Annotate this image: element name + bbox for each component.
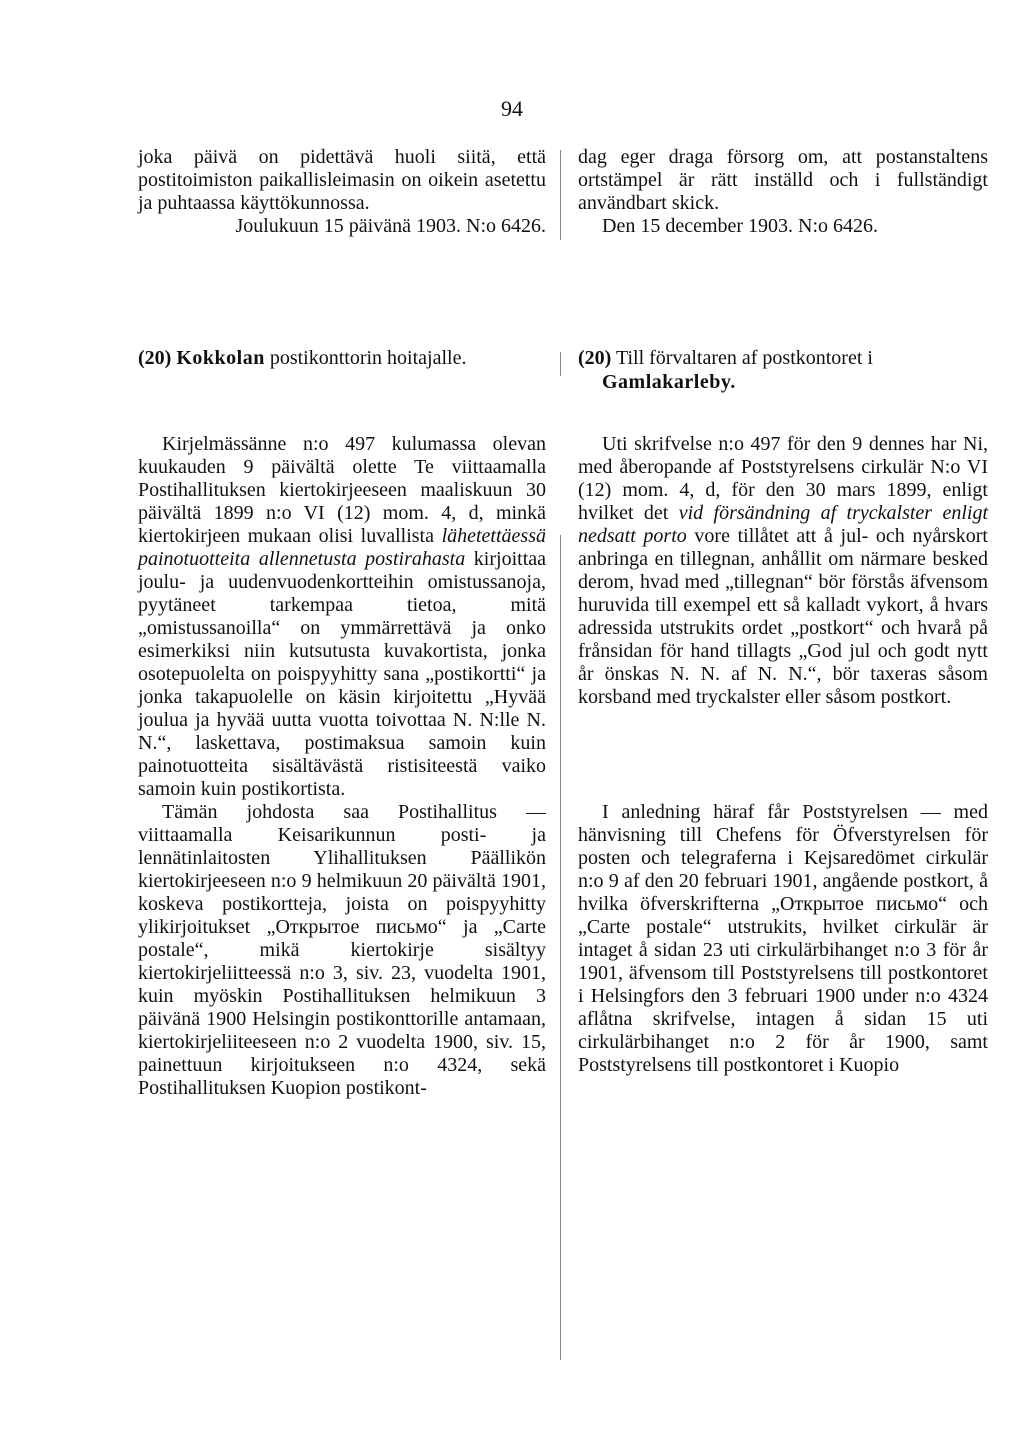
left-heading-recipient: Kokkolan — [176, 347, 265, 369]
left-continuation-block — [138, 146, 546, 238]
right-heading-recipient: Gamlakarleby. — [602, 371, 736, 393]
left-paragraph-1-a: Kirjelmässänne n:o 497 kulumassa olevan kuukauden 9 päivältä olette Te viittaamalla Postihallituksen kiertokirjeeseen maaliskuun 30 päivältä 1899 n:o VI (12) mom. 4, d, minkä kiertokirjeen mukaan olisi luvallista — [138, 433, 546, 547]
right-paragraph-1-a: Uti skrifvelse n:o 497 för den 9 dennes har Ni, med åberopande af Poststyrelsens cirkulär N:o VI (12) mom. 4, d, för den 30 mars 1899, enligt hvilket det — [578, 433, 988, 524]
left-paragraph-2: Tämän johdosta saa Postihallitus — viittaamalla Keisarikunnun posti- ja lennätinlaitosten Ylihallituksen Päällikön kiertokirjeeseen n:o 9 helmikuun 20 päivältä 1901, koskeva postikortteja, joista on poispyyhitty ylikirjoitukset „Открытое письмо“ ja „Carte postale“, mikä kiertokirje sisältyy kiertokirjeliitteessä n:o 3, siv. 23, vuodelta 1901, kuin myöskin Postihallituksen helmikuun 3 päivänä 1900 Helsingin postikonttorille antamaan, kiertokirjeliiteeseen n:o 2 vuodelta 1900, siv. 15, painettuun kirjoitukseen n:o 4324, sekä Postihallituksen Kuopion postikont- — [138, 801, 546, 1099]
column-divider-heading — [560, 352, 561, 376]
right-paragraph-1-b: vore tillåtet att å jul- och nyårskort anbringa en tillegnan, anhållit om närmare besked derom, hvad med „tillegnan“ bör förstås äfvensom huruvida till exempel ett så kalladt vykort, å hvars adressida utstrukits ordet „postkort“ och hvarå på frånsidan för hand tillagts „God jul och godt nytt år önskas N. N. af N. N.“, bör taxeras såsom korsband med tryckalster eller såsom postkort. — [578, 525, 988, 708]
right-continuation-text: dag eger draga försorg om, att postanstaltens ortstämpel är rätt inställd och i fullständigt användbart skick. — [578, 146, 988, 214]
right-paragraph-1-emphasis: vid försändning af tryckalster enligt nedsatt porto — [578, 502, 989, 547]
right-heading-recipient-line — [578, 370, 988, 394]
right-paragraph-1 — [578, 433, 988, 709]
page-number: 94 — [501, 96, 523, 121]
right-heading-title: Till förvaltaren af postkontoret i — [611, 347, 873, 369]
column-divider-body — [560, 535, 561, 1360]
left-heading-title: postikonttorin hoitajalle. — [264, 347, 467, 369]
right-body — [578, 433, 988, 1077]
left-date-line: Joulukuun 15 päivänä 1903. N:o 6426. — [235, 215, 546, 237]
left-continuation-text: joka päivä on pidettävä huoli siitä, että postitoimiston paikallisleimasin on oikein asetettu ja puhtaassa käyttökunnossa. — [138, 146, 546, 214]
right-heading — [578, 346, 988, 394]
left-heading — [138, 346, 546, 370]
right-heading-line — [578, 346, 988, 370]
left-heading-number: (20) — [138, 347, 172, 369]
right-continuation-block — [578, 146, 988, 238]
left-paragraph-1-emphasis: lähetettäessä painotuotteita allennetusta postirahasta — [138, 525, 546, 570]
left-paragraph-1 — [138, 433, 546, 801]
right-date-line: Den 15 december 1903. N:o 6426. — [602, 215, 879, 237]
column-divider-top — [560, 150, 561, 240]
right-heading-number: (20) — [578, 347, 612, 369]
left-body — [138, 433, 546, 1100]
right-paragraph-2: I anledning häraf får Poststyrelsen — med hänvisning till Chefens för Öfverstyrelsen för posten och telegraferna i Kejsaredömet cirkulär n:o 9 af den 20 februari 1901, angående postkort, å hvilka öfverskrifterna „Открытое письмо“ och „Carte postale“ utstrukits, hvilket cirkulär är intaget å sidan 23 uti cirkulärbihanget n:o 3 för år 1901, äfvensom till Poststyrelsens till postkontoret i Helsingfors den 3 februari 1900 under n:o 4324 aflåtna skrifvelse, intagen å sidan 15 uti cirkulärbihanget n:o 2 för år 1900, samt Poststyrelsens till postkontoret i Kuopio — [578, 801, 988, 1076]
left-paragraph-1-b: kirjoittaa joulu- ja uudenvuodenkortteihin omistussanoja, pyytäneet tarkempaa tietoa, mitä „omistussanoilla“ on ymmärrettävä ja onko esimerkiksi niin kutsutusta kuvakortista, jonka osotepuolelta on poispyyhitty sana „postikortti“ ja jonka takapuolelle on käsin kirjoitettu „Hyvää joulua ja hyvää uutta vuotta toivottaa N. N:lle N. N.“, laskettava, postimaksua samoin kuin painotuotteita sisältävästä ristisiteestä vaiko samoin kuin postikortista. — [138, 548, 546, 800]
